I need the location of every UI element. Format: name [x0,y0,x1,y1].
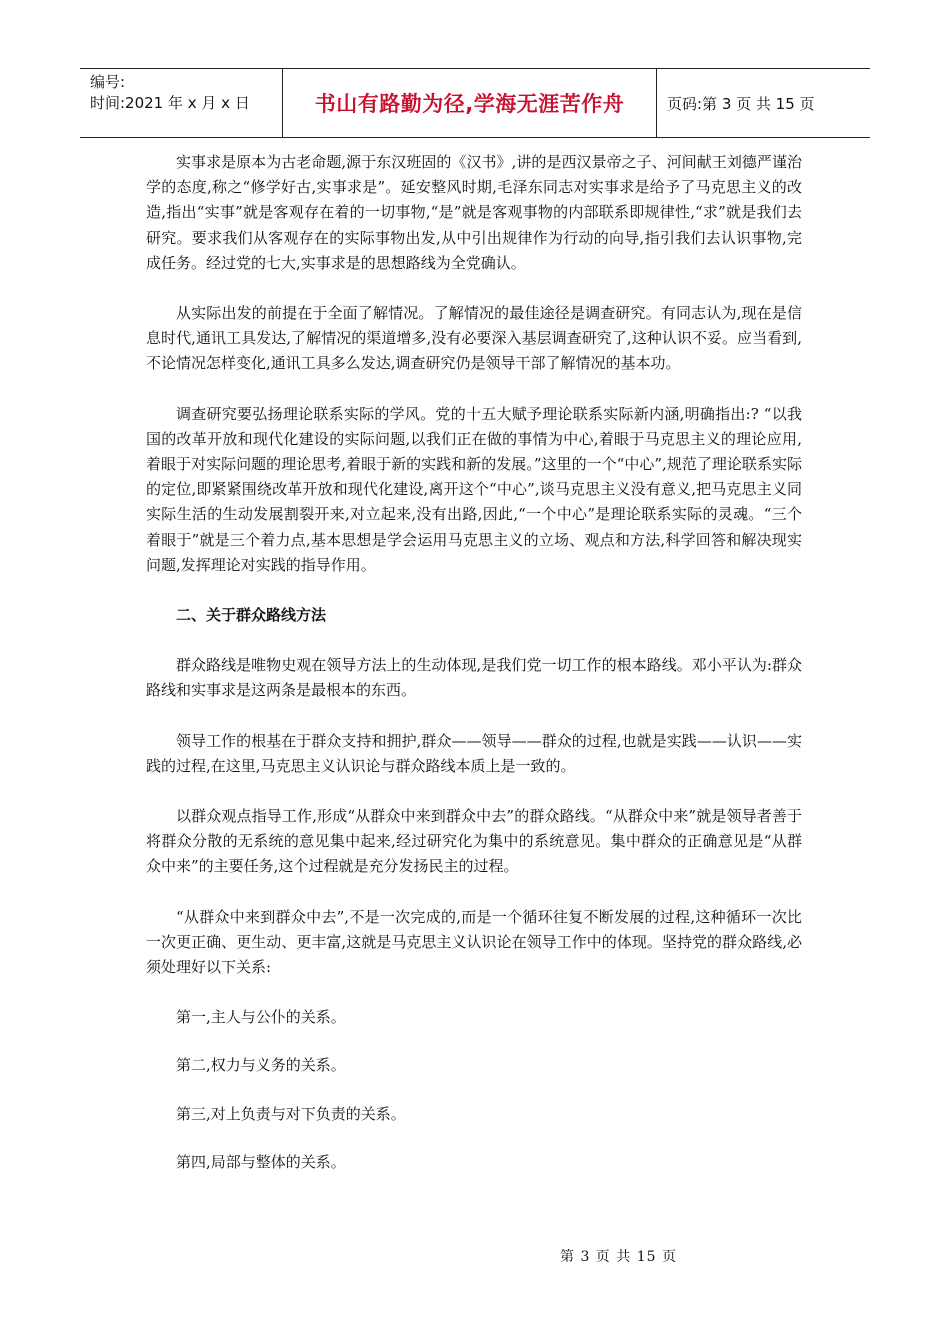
header-page-info: 页码:第 3 页 共 15 页 [667,94,815,113]
list-item: 第四,局部与整体的关系。 [176,1152,346,1171]
paragraph: 实事求是原本为古老命题,源于东汉班固的《汉书》,讲的是西汉景帝之子、河间献王刘德严谨治学的态度,称之“修学好古,实事求是”。延安整风时期,毛泽东同志对实事求是给予了马克思主义的改造,指出“实事”就是客观存在着的一切事物,“是”就是客观事物的内部联系即规律性,“求”就是我们去研究。要求我们从客观存在的实际事物出发,从中引出规律作为行动的向导,指引我们去认识事物,完成任务。经过党的七大,实事求是的思想路线为全党确认。 [146,153,802,272]
paragraph: 领导工作的根基在于群众支持和拥护,群众——领导——群众的过程,也就是实践——认识——实践的过程,在这里,马克思主义认识论与群众路线本质上是一致的。 [146,731,802,775]
document-body [146,150,802,1198]
page-header [80,68,870,138]
page-footer: 第 3 页 共 15 页 [560,1249,677,1265]
list-item: 第三,对上负责与对下负责的关系。 [176,1104,406,1123]
paragraph: 从实际出发的前提在于全面了解情况。了解情况的最佳途径是调查研究。有同志认为,现在是信息时代,通讯工具发达,了解情况的渠道增多,没有必要深入基层调查研究了,这种认识不妥。应当看到,不论情况怎样变化,通讯工具多么发达,调查研究仍是领导干部了解情况的基本功。 [146,304,802,373]
section-heading: 二、关于群众路线方法 [176,606,327,625]
list-item: 第一,主人与公仆的关系。 [176,1008,346,1027]
document-time-label: 时间:2021 年 x 月 x 日 [90,94,250,112]
header-meta [80,69,283,137]
paragraph: 调查研究要弘扬理论联系实际的学风。党的十五大赋予理论联系实际新内涵,明确指出:? “以我国的改革开放和现代化建设的实际问题,以我们正在做的事情为中心,着眼于马克思主义的理论应用,着眼于对实际问题的理论思考,着眼于新的实践和新的发展。”这里的一个“中心”,规范了理论联系实际的定位,即紧紧围绕改革开放和现代化建设,离开这个“中心”,谈马克思主义没有意义,把马克思主义同实际生活的生动发展割裂开来,对立起来,没有出路,因此,“一个中心”是理论联系实际的灵魂。“三个着眼于”就是三个着力点,基本思想是学会运用马克思主义的立场、观点和方法,科学回答和解决现实问题,发挥理论对实践的指导作用。 [146,404,802,574]
document-number-label: 编号: [90,73,126,91]
paragraph: 群众路线是唯物史观在领导方法上的生动体现,是我们党一切工作的根本路线。邓小平认为:群众路线和实事求是这两条是最根本的东西。 [146,656,802,700]
paragraph: 以群众观点指导工作,形成“从群众中来到群众中去”的群众路线。“从群众中来”就是领导者善于将群众分散的无系统的意见集中起来,经过研究化为集中的系统意见。集中群众的正确意见是“从群众中来”的主要任务,这个过程就是充分发扬民主的过程。 [146,807,802,876]
paragraph: “从群众中来到群众中去”,不是一次完成的,而是一个循环往复不断发展的过程,这种循环一次比一次更正确、更生动、更丰富,这就是马克思主义认识论在领导工作中的体现。坚持党的群众路线,必须处理好以下关系: [146,907,802,977]
list-item: 第二,权力与义务的关系。 [176,1056,346,1075]
header-motto: 书山有路勤为径,学海无涯苦作舟 [283,69,657,137]
